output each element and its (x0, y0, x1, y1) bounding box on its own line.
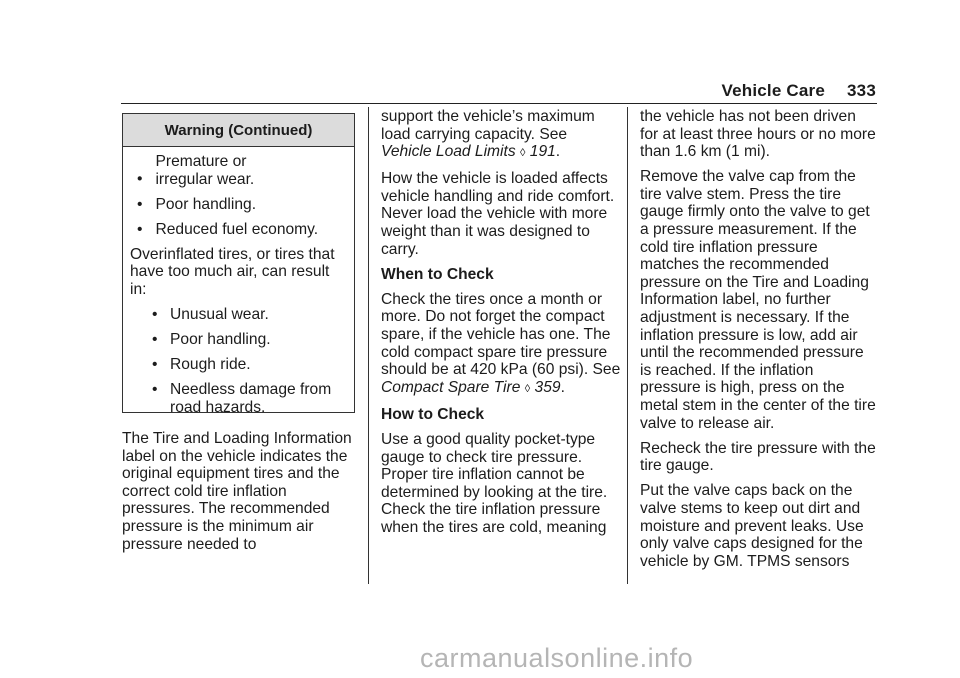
xref-link[interactable]: Vehicle Load Limits (381, 143, 516, 161)
column-divider (627, 107, 628, 584)
warning-title: Warning (Continued) (123, 114, 354, 147)
bullet: • (152, 356, 158, 374)
watermark: carmanualsonline.info (420, 643, 694, 673)
column-2 (381, 108, 621, 544)
list-item: • Premature or irregular wear. (137, 153, 255, 188)
paragraph: the vehicle has not been driven for at least three hours or no more than 1.6 km (1 mi). (640, 108, 876, 161)
column-3 (640, 108, 878, 578)
section-title: Vehicle Care (721, 81, 826, 100)
column-1 (122, 430, 358, 561)
page-header (722, 82, 877, 100)
paragraph: Put the valve caps back on the valve stems to keep out dirt and moisture and prevent leaks. Use only valve caps designed for the vehicle by GM. TPMS sensors (640, 482, 864, 570)
warning-box (122, 113, 355, 417)
subheading: How to Check (381, 405, 485, 423)
list-item: • Needless damage from road hazards. (152, 381, 332, 417)
warning-body (123, 147, 354, 417)
warning-text: Overinflated tires, or tires that have too much air, can result in: (130, 245, 335, 299)
paragraph: Remove the valve cap from the tire valve stem. Press the tire gauge firmly onto the valve to get a pressure measurement. If the cold tire inflation pressure matches the recommended pressure on the Tire and Loading Information label, no further adjustment is necessary. If the inflation pressure is low, add air until the recommended pressure is reached. If the inflation pressure is high, press on the metal stem in the center of the tire valve to release air. (640, 168, 876, 432)
bullet: • (137, 170, 143, 188)
subheading: When to Check (381, 265, 494, 283)
list-item: • Rough ride. (152, 356, 251, 374)
page-number: 333 (847, 81, 876, 100)
column-divider (368, 107, 369, 584)
paragraph: Check the tires once a month or more. Do not forget the compact spare, if the vehicle has one. The cold compact spare tire pressure should be at 420 kPa (60 psi). See Compact Spare Tire ◊ 359. (381, 290, 621, 396)
xref-page[interactable]: 359 (534, 378, 561, 396)
paragraph: How the vehicle is loaded affects vehicle handling and ride comfort. Never load the vehicle with more weight than it was designed to carry. (381, 170, 615, 258)
paragraph: The Tire and Loading Information label on the vehicle indicates the original equipment tires and the correct cold tire inflation pressures. The recommended pressure is the minimum air pressure needed to (122, 430, 352, 553)
bullet: • (137, 195, 143, 213)
list-item: • Poor handling. (152, 331, 271, 349)
ref-arrow-icon: ◊ (519, 147, 526, 160)
list-item: • Unusual wear. (152, 306, 269, 324)
header-rule (121, 103, 877, 104)
paragraph: Recheck the tire pressure with the tire gauge. (640, 439, 876, 475)
list-item: • Poor handling. (137, 195, 257, 213)
xref-link[interactable]: Compact Spare Tire (381, 378, 521, 396)
bullet: • (152, 331, 158, 349)
paragraph: Use a good quality pocket-type gauge to check tire pressure. Proper tire inflation cannot be determined by looking at the tire. Check the tire inflation pressure when the tires are cold, meaning (381, 431, 608, 536)
bullet: • (137, 220, 143, 238)
list-item: • Reduced fuel economy. (137, 220, 319, 238)
paragraph: support the vehicle’s maximum load carrying capacity. See Vehicle Load Limits ◊ 191. (381, 108, 595, 161)
bullet: • (152, 306, 158, 324)
ref-arrow-icon: ◊ (524, 382, 531, 395)
xref-page[interactable]: 191 (529, 143, 556, 161)
bullet: • (152, 381, 158, 399)
